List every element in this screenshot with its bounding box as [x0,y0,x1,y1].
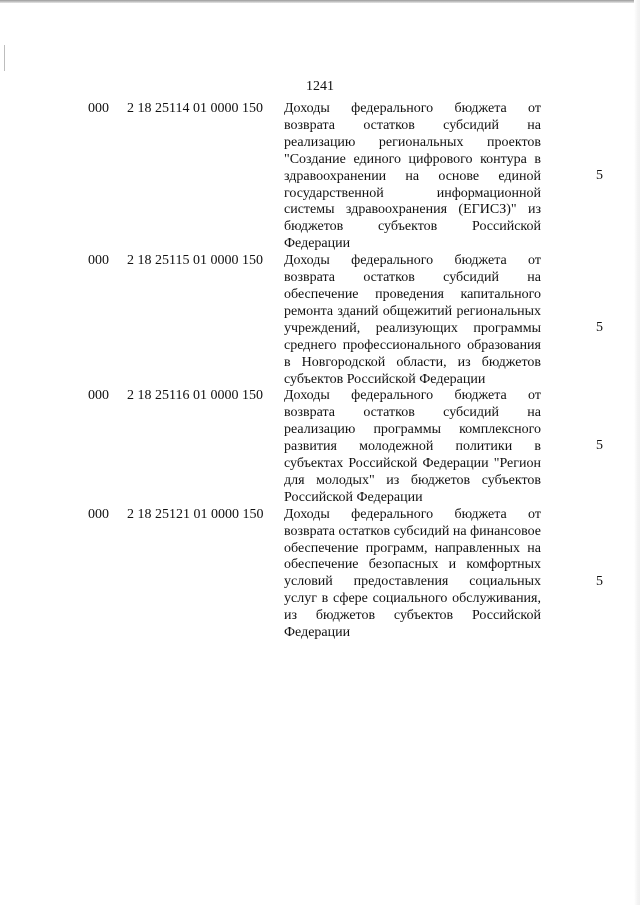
income-name: Доходы федерального бюджета от возврата остатков субсидий на реализацию региональных проектов "Создание единого цифрового контура в здравоохранении на основе единой государственной информационной системы здравоохранения (ЕГИСЗ)" из бюджетов субъектов Российской Федерации [284,101,541,252]
administrator-code: 000 [88,101,109,116]
table-row [0,253,640,388]
income-classification-code: 2 18 25121 01 0000 150 [127,506,264,522]
income-classification-code: 2 18 25115 01 0000 150 [127,253,263,269]
administrator-code: 000 [88,253,109,269]
administrator-code: 000 [88,506,109,522]
table-row [0,507,640,642]
income-name: Доходы федерального бюджета от возврата остатков субсидий на обеспечение проведения капитального ремонта зданий общежитий региональных учреждений, реализующих программы среднего профессионального образования в Новгородской области, из бюджетов субъектов Российской Федерации [284,253,541,387]
scan-top-edge [0,0,640,3]
income-name: Доходы федерального бюджета от возврата остатков субсидий на финансовое обеспечение программ, направленных на обеспечение безопасных и комфортных условий предоставления социальных услуг в сфере социального обслуживания, из бюджетов субъектов Российской Федерации [284,506,541,641]
income-classification-code: 2 18 25114 01 0000 150 [127,101,263,116]
income-name: Доходы федерального бюджета от возврата остатков субсидий на реализацию программы комплексного развития молодежной политики в субъектах Российской Федерации "Регион для молодых" из бюджетов субъектов Российской Федерации [284,388,541,505]
table-row [0,388,640,506]
scan-margin-mark [4,45,5,71]
administrator-code: 000 [88,388,109,404]
page-number: 1241 [306,79,334,94]
distribution-norm: 5 [596,573,603,589]
table-row [0,101,640,253]
distribution-norm: 5 [596,168,603,183]
distribution-norm: 5 [596,320,603,336]
distribution-norm: 5 [596,438,603,454]
income-classification-code: 2 18 25116 01 0000 150 [127,388,263,404]
budget-classification-table [0,101,640,642]
